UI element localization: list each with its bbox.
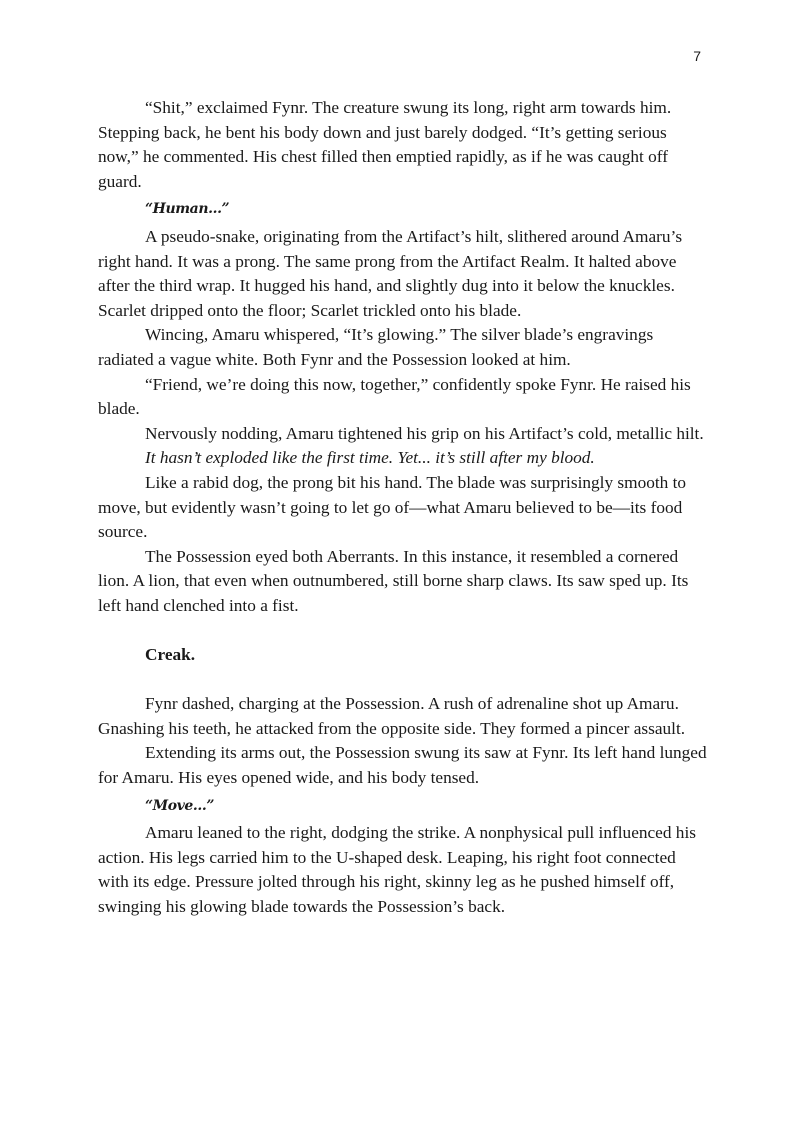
body-text	[98, 96, 708, 920]
page-number: 7	[693, 48, 701, 64]
paragraph-5: Nervously nodding, Amaru tightened his grip on his Artifact’s cold, metallic hilt.	[145, 423, 704, 443]
paragraph-10: Amaru leaned to the right, dodging the strike. A nonphysical pull influenced his action. His legs carried him to the U-shaped desk. Leaping, his right foot connected with its edge. Pressure jolted through his right, skinny leg as he pushed himself off, swinging his glowing blade towards the Possession’s back.	[98, 823, 696, 916]
paragraph-2: A pseudo-snake, originating from the Artifact’s hilt, slithered around Amaru’s right hand. It was a prong. The same prong from the Artifact Realm. It halted above after the third wrap. It hugged his hand, and slightly dug into it below the knuckles. Scarlet dripped onto the floor; Scarlet trickled onto his blade.	[98, 226, 683, 320]
blank-line	[98, 668, 708, 693]
inner-thought: It hasn’t exploded like the first time. Yet... it’s still after my blood.	[145, 448, 595, 468]
blank-line	[98, 618, 708, 643]
voice-human: “Human...”	[145, 201, 230, 218]
paragraph-6: Like a rabid dog, the prong bit his hand. The blade was surprisingly smooth to move, but evidently wasn’t going to let go of—what Amaru believed to be—its food source.	[98, 472, 687, 542]
paragraph-3: Wincing, Amaru whispered, “It’s glowing.” The silver blade’s engravings radiated a vague white. Both Fynr and the Possession looked at him.	[98, 325, 654, 369]
sound-effect-creak: Creak.	[145, 645, 196, 665]
paragraph-7: The Possession eyed both Aberrants. In this instance, it resembled a cornered lion. A lion, that even when outnumbered, still borne sharp claws. Its saw sped up. Its left hand clenched into a fist.	[98, 546, 689, 615]
voice-move: “Move...”	[145, 797, 215, 814]
paragraph-8: Fynr dashed, charging at the Possession. A rush of adrenaline shot up Amaru. Gnashing his teeth, he attacked from the opposite side. They formed a pincer assault.	[98, 694, 686, 738]
paragraph-1: “Shit,” exclaimed Fynr. The creature swung its long, right arm towards him. Stepping back, he bent his body down and just barely dodged. “It’s getting serious now,” he commented. His chest filled then emptied rapidly, as if he was caught off guard.	[98, 98, 672, 191]
paragraph-4: “Friend, we’re doing this now, together,” confidently spoke Fynr. He raised his blade.	[98, 374, 691, 419]
paragraph-9: Extending its arms out, the Possession swung its saw at Fynr. Its left hand lunged for Amaru. His eyes opened wide, and his body tensed.	[98, 743, 707, 788]
